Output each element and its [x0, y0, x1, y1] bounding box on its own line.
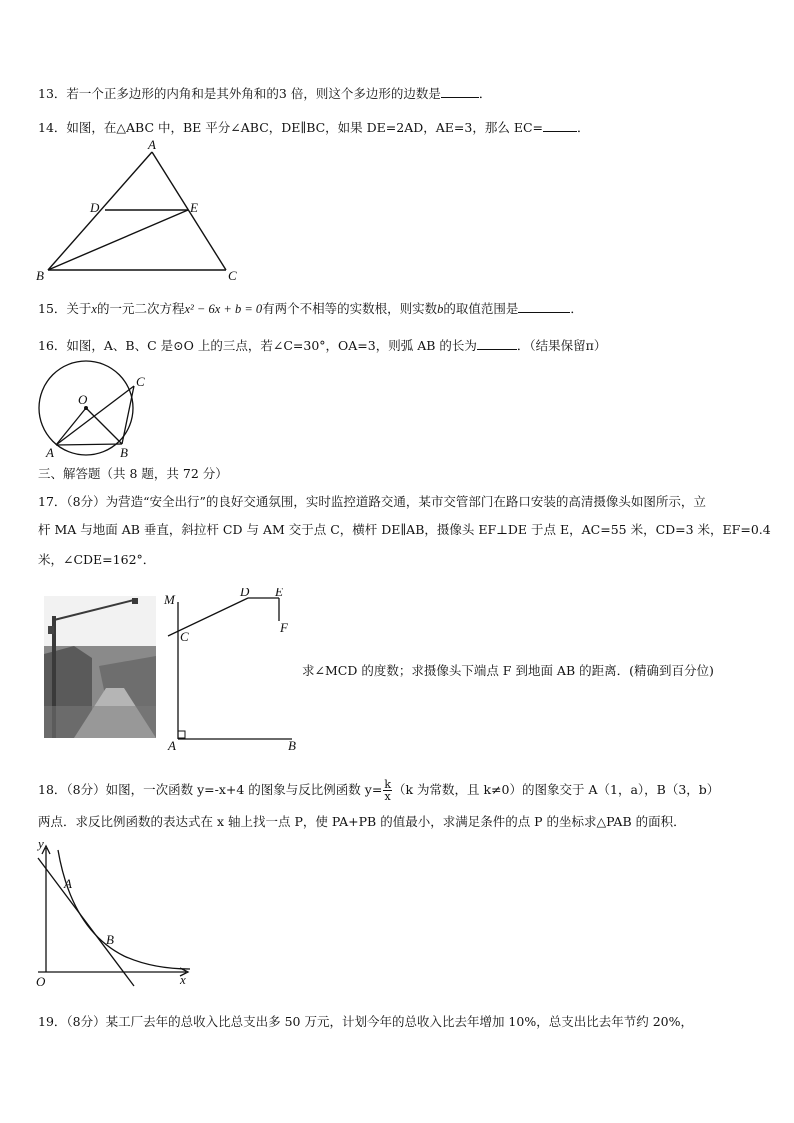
question-15-text-4: 的取值范围是 — [443, 301, 519, 316]
label-a: A — [168, 738, 176, 753]
circle-figure — [30, 356, 160, 462]
question-14-text: 14．如图，在△ABC 中，BE 平分∠ABC，DE∥BC，如果 DE=2AD，AE=3，那么 EC= — [38, 120, 543, 135]
label-e: E — [275, 588, 283, 599]
label-c: C — [136, 374, 145, 389]
label-a: A — [148, 140, 156, 152]
question-17-line-3: 米，∠CDE=162°． — [38, 552, 156, 567]
equation: x² − 6x + b = 0 — [184, 302, 263, 316]
question-15-text-1: 15．关于 — [38, 301, 92, 316]
question-18-text-2: （k 为常数，且 k≠0）的图象交于 A（1，a），B（3，b） — [392, 782, 720, 797]
answer-blank — [518, 301, 570, 313]
fraction-denominator: x — [384, 790, 391, 803]
label-m: M — [164, 592, 175, 607]
label-a: A — [64, 876, 72, 891]
question-13-end: ． — [478, 86, 492, 101]
question-17-line-1: 17．（8分）为营造“安全出行”的良好交通氛围，实时监控道路交通，某市交管部门在路口安装的高清摄像头如图所示，立 — [38, 494, 706, 509]
question-15-text-2: 的一元二次方程 — [96, 301, 185, 316]
question-15-text-3: 有两个不相等的实数根，则实数 — [262, 301, 438, 316]
label-b: B — [36, 268, 44, 282]
label-a: A — [46, 445, 54, 460]
triangle-figure — [30, 140, 250, 282]
question-16 — [38, 336, 606, 354]
label-c: C — [228, 268, 237, 282]
question-14 — [38, 118, 590, 136]
question-18-line-1 — [38, 779, 719, 802]
question-18-text-1: 18．（8分）如图，一次函数 y=-x+4 的图象与反比例函数 y= — [38, 782, 383, 797]
label-e: E — [190, 200, 198, 215]
pole-diagram — [160, 588, 306, 754]
answer-blank — [543, 120, 577, 132]
question-14-end: ． — [576, 120, 590, 135]
fraction-k-over-x — [383, 779, 392, 802]
camera-pole-photo — [44, 596, 156, 738]
question-16-text: 16．如图，A、B、C 是⊙O 上的三点，若∠C=30°，OA=3，则弧 AB 的长为 — [38, 338, 477, 353]
question-13 — [38, 84, 491, 102]
label-d: D — [90, 200, 100, 215]
function-graph — [30, 838, 200, 992]
question-17-prompt: 求∠MCD 的度数；求摄像头下端点 F 到地面 AB 的距离．(精确到百分位) — [302, 663, 714, 678]
question-19: 19．（8分）某工厂去年的总收入比总支出多 50 万元，计划今年的总收入比去年增加 10%，总支出比去年节约 20%， — [38, 1014, 693, 1029]
answer-blank — [477, 338, 517, 350]
question-17-line-2: 杆 MA 与地面 AB 垂直，斜拉杆 CD 与 AM 交于点 C，横杆 DE∥AB，摄像头 EF⊥DE 于点 E，AC=55 米，CD=3 米，EF=0.4 — [38, 522, 771, 537]
label-b: B — [120, 445, 128, 460]
label-x: x — [180, 972, 186, 987]
variable-x: x — [91, 302, 97, 316]
answer-blank — [441, 86, 479, 98]
label-f: F — [280, 620, 288, 635]
label-b: B — [288, 738, 296, 753]
label-c: C — [180, 629, 189, 644]
label-o: O — [78, 392, 88, 407]
question-16-end: ．（结果保留π） — [516, 338, 607, 353]
question-15-end: ． — [570, 301, 583, 316]
question-15 — [38, 299, 583, 317]
label-y: y — [38, 838, 44, 851]
label-o: O — [36, 974, 46, 989]
label-d: D — [240, 588, 250, 599]
label-b: B — [106, 932, 114, 947]
fraction-numerator: k — [384, 778, 391, 791]
question-18-line-2: 两点．求反比例函数的表达式在 x 轴上找一点 P，使 PA+PB 的值最小，求满足条件的点 P 的坐标求△PAB 的面积． — [38, 814, 686, 829]
variable-b: b — [437, 302, 444, 316]
section-title: 三、解答题（共 8 题，共 72 分） — [38, 466, 228, 481]
question-13-text: 13．若一个正多边形的内角和是其外角和的3 倍，则这个多边形的边数是 — [38, 86, 441, 101]
